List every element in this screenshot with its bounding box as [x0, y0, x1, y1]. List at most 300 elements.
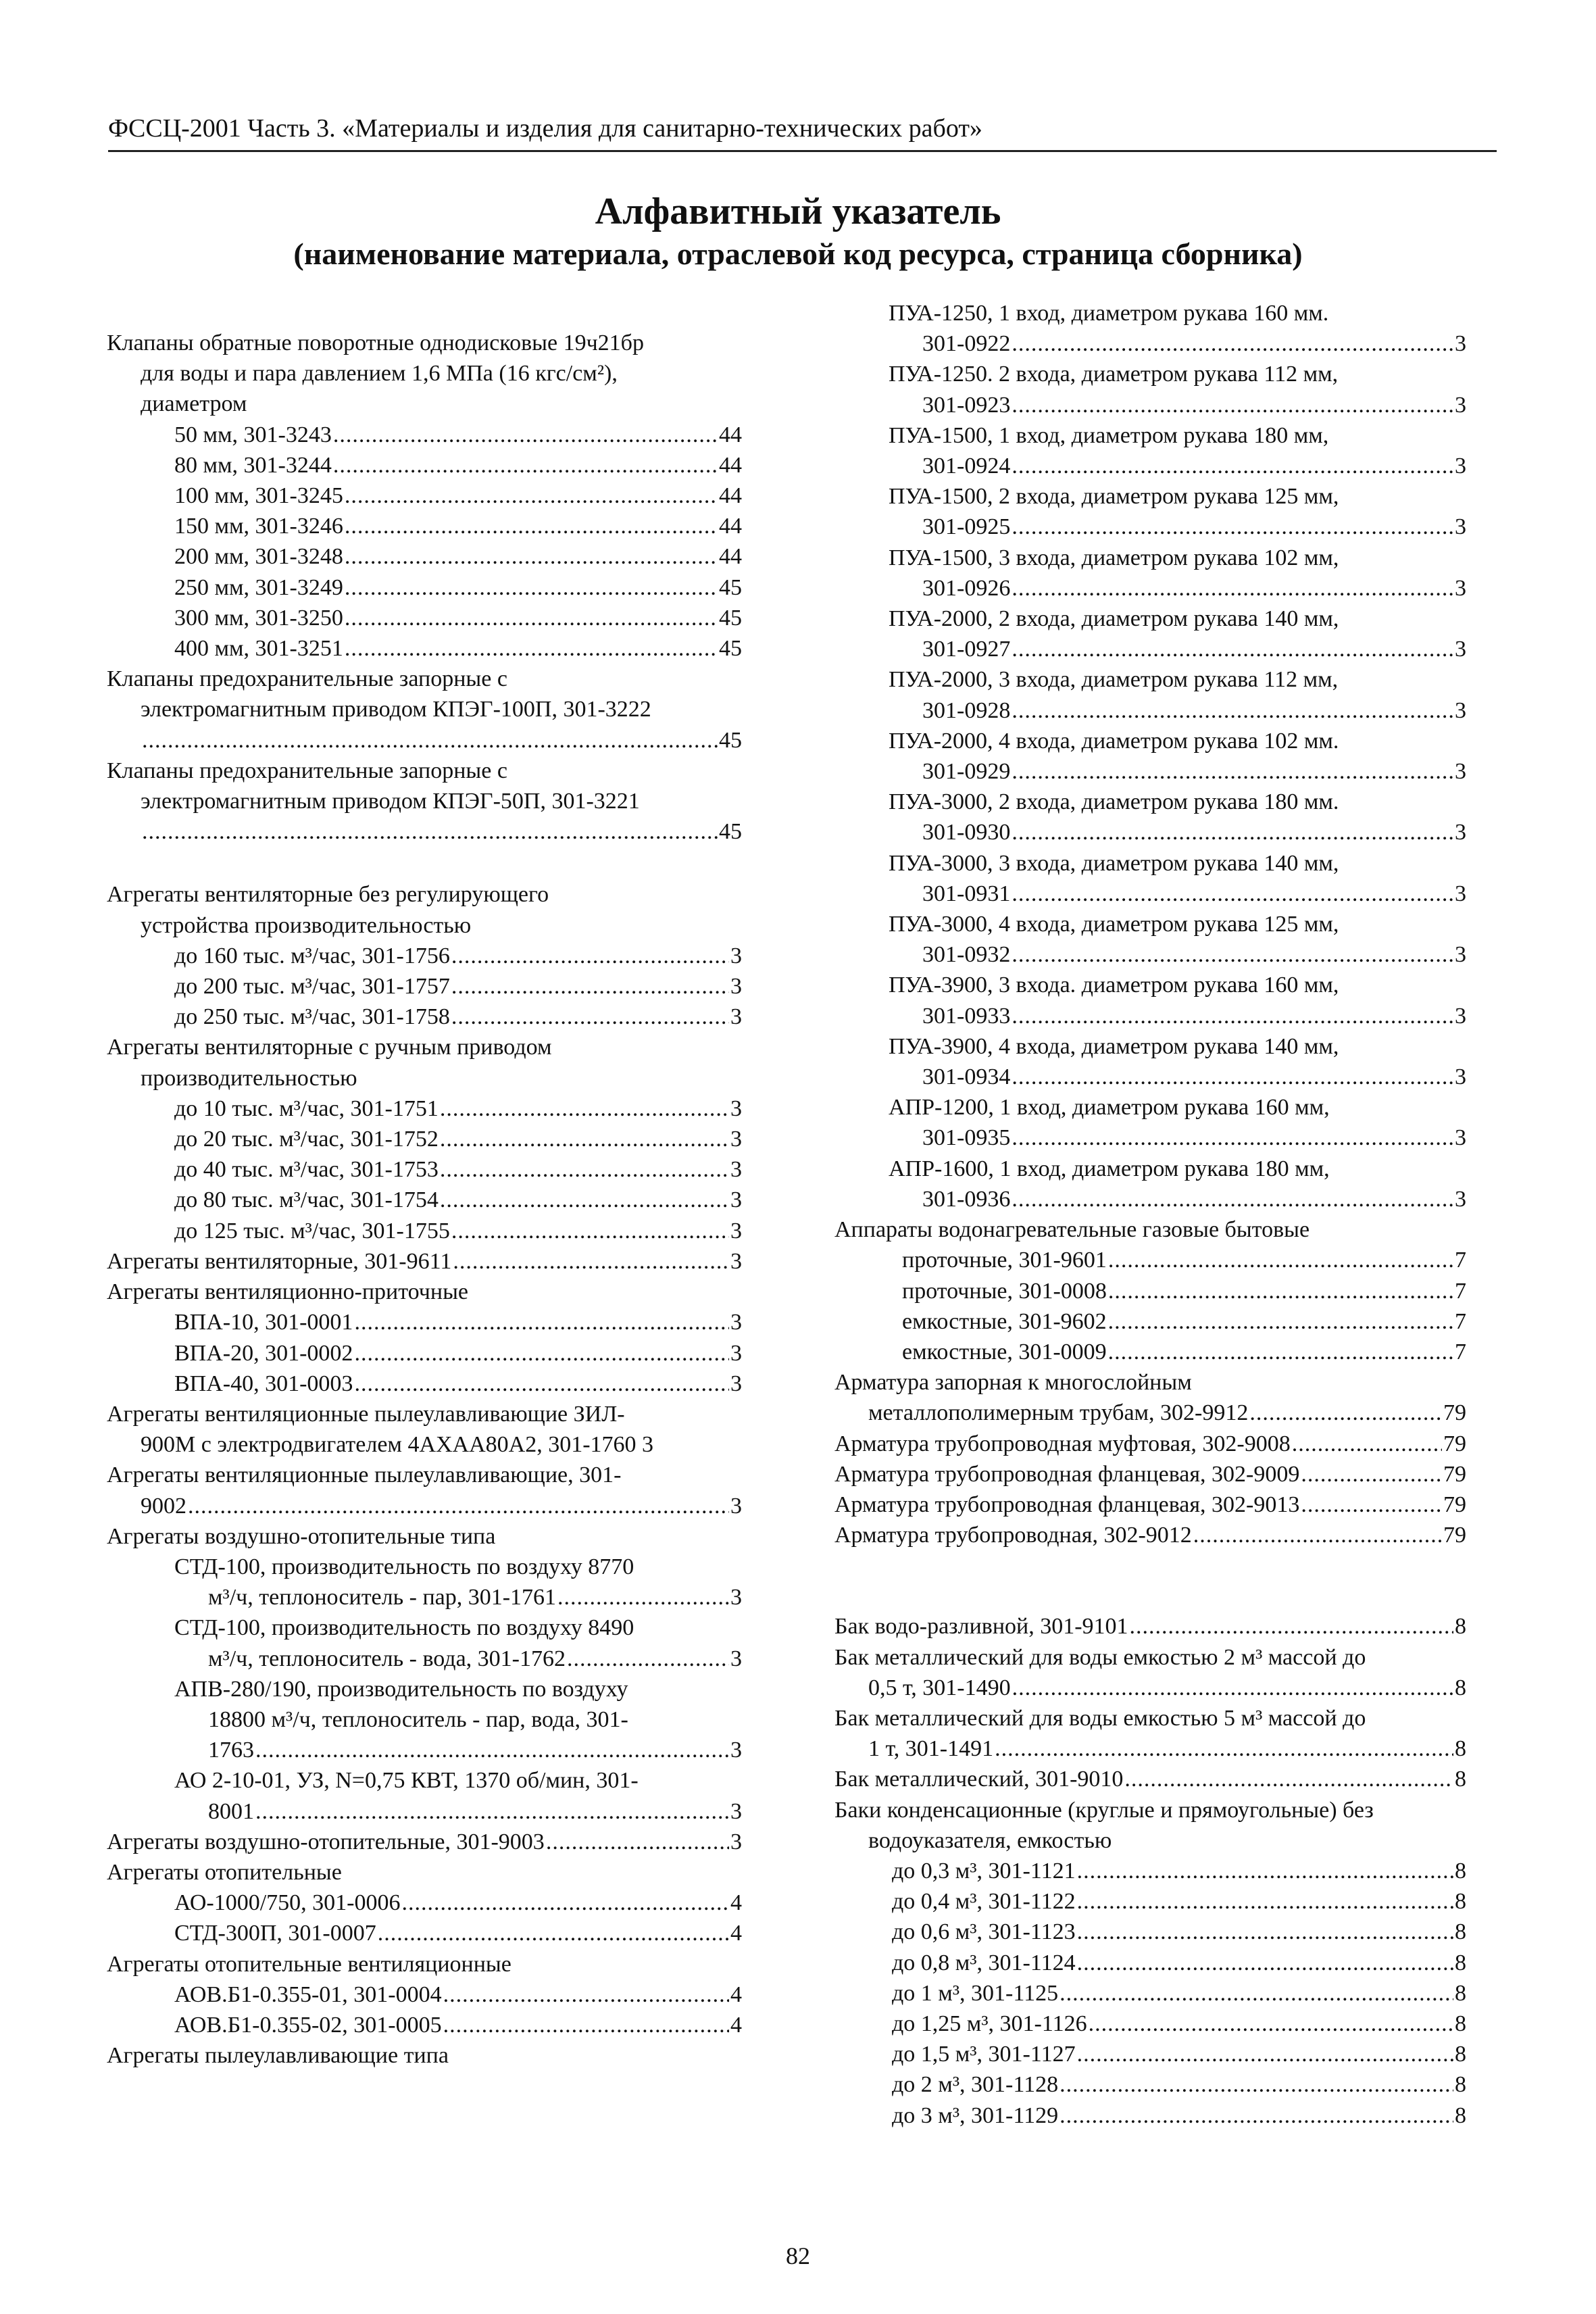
- entry-text: Арматура трубопроводная фланцевая, 302-9009: [834, 1461, 1300, 1487]
- resource-code: 301-0930: [922, 820, 1011, 845]
- page-ref: 45: [719, 727, 742, 753]
- index-subentry: [834, 512, 1466, 542]
- entry-text: Агрегаты воздушно-отопительные, 301-9003: [107, 1829, 545, 1854]
- dot-leader: [1012, 390, 1453, 420]
- dot-leader: [440, 1185, 729, 1215]
- subentry-text: ПУА-1500, 3 входа, диаметром рукава 102 мм,: [889, 545, 1339, 570]
- resource-code: 301-0925: [922, 514, 1011, 540]
- index-subentry: [174, 1154, 742, 1185]
- dot-leader: [1012, 451, 1453, 481]
- dot-leader: [995, 1733, 1453, 1764]
- index-subentry: [174, 450, 742, 481]
- entry-text: металлополимерным трубам, 302-9912: [868, 1400, 1249, 1426]
- index-leader-row: [107, 816, 742, 847]
- dot-leader: [1012, 1123, 1453, 1153]
- page-ref: 3: [1455, 1186, 1466, 1212]
- subentry-text: АОВ.Б1-0.355-02, 301-0005: [174, 2012, 442, 2038]
- entry-heading: Баки конденсационные (круглые и прямоугольные) без: [834, 1797, 1374, 1823]
- entry-text: Арматура трубопроводная фланцевая, 302-9013: [834, 1492, 1300, 1517]
- dot-leader: [1089, 2009, 1453, 2039]
- index-subentry: [174, 1338, 742, 1369]
- page-ref: 8: [1455, 1675, 1466, 1700]
- dot-leader: [345, 572, 718, 603]
- page-ref: 8: [1455, 1736, 1466, 1762]
- dot-leader: [1059, 2069, 1453, 2100]
- page-ref: 8: [1455, 2042, 1466, 2067]
- index-entry-row: [834, 1733, 1466, 1764]
- subentry-text: ПУА-1250. 2 входа, диаметром рукава 112 мм,: [889, 362, 1339, 387]
- subentry-text: ПУА-3000, 3 входа, диаметром рукава 140 мм,: [889, 850, 1339, 876]
- index-entry-row: [834, 1459, 1466, 1490]
- page-ref: 3: [1455, 942, 1466, 968]
- page-ref: 44: [719, 544, 742, 570]
- index-subentry: [834, 939, 1466, 970]
- index-subentry: [174, 1124, 742, 1154]
- resource-code: 301-0934: [922, 1064, 1011, 1090]
- dot-leader: [440, 1093, 729, 1124]
- dot-leader: [354, 1338, 729, 1369]
- subentry-text: до 10 тыс. м³/час, 301-1751: [174, 1096, 439, 1121]
- index-entry-agregaty-zil: [107, 1399, 742, 1460]
- dot-leader: [1012, 879, 1453, 909]
- index-subentry: [174, 941, 742, 971]
- dot-leader: [1012, 817, 1453, 847]
- page-ref: 4: [730, 2012, 742, 2038]
- entry-text: Бак водо-разливной, 301-9101: [834, 1614, 1128, 1640]
- index-leader-row: [107, 725, 742, 756]
- index-entry-agregaty-bez-reg: [107, 879, 742, 1032]
- entry-text: 9002: [141, 1493, 186, 1519]
- page-ref: 8: [1455, 1858, 1466, 1884]
- page-ref: 7: [1455, 1308, 1466, 1334]
- page-ref: 3: [1455, 1064, 1466, 1090]
- running-header: ФССЦ-2001 Часть 3. «Материалы и изделия для санитарно-технических работ»: [108, 114, 982, 143]
- subentry-text: АПВ-280/190, производительность по воздуху: [174, 1676, 628, 1702]
- dot-leader: [451, 1216, 729, 1246]
- dot-leader: [1108, 1245, 1453, 1275]
- index-subentry: [834, 328, 1466, 359]
- dot-leader: [1130, 1611, 1453, 1642]
- index-entry-row: [107, 1827, 742, 1857]
- subentry-text: СТД-300П, 301-0007: [174, 1921, 376, 1946]
- page-ref: 79: [1443, 1523, 1466, 1548]
- entry-heading: Агрегаты вентиляционные пылеулавливающие, 301-: [107, 1462, 622, 1488]
- dot-leader: [1292, 1429, 1442, 1459]
- dot-leader: [142, 725, 718, 756]
- subentry-text: ПУА-1250, 1 вход, диаметром рукава 160 мм.: [889, 301, 1329, 326]
- subentry-text: м³/ч, теплоноситель - вода, 301-1762: [208, 1646, 566, 1671]
- page-ref: 3: [730, 1493, 742, 1519]
- page-ref: 3: [730, 1738, 742, 1763]
- resource-code: 301-0923: [922, 392, 1011, 418]
- subentry-text: до 160 тыс. м³/час, 301-1756: [174, 943, 450, 968]
- dot-leader: [1012, 939, 1453, 970]
- subentry-text: ПУА-3900, 4 входа, диаметром рукава 140 мм,: [889, 1033, 1339, 1059]
- index-entry-row: [834, 1673, 1466, 1703]
- index-subentry: [174, 1582, 742, 1613]
- resource-code: 301-0924: [922, 453, 1011, 479]
- page-ref: 3: [730, 1310, 742, 1335]
- index-entry-agregaty-vozd-tipa: [107, 1521, 742, 1827]
- entry-heading-cont: для воды и пара давлением 1,6 МПа (16 кгс/см²),: [141, 361, 618, 387]
- index-subentry: [174, 633, 742, 664]
- index-subentry: [892, 1978, 1466, 2009]
- index-subentry: [174, 481, 742, 511]
- dot-leader: [345, 541, 718, 572]
- subentry-text: АПР-1200, 1 вход, диаметром рукава 160 мм,: [889, 1095, 1330, 1121]
- page-ref: 45: [719, 819, 742, 845]
- index-subentry: [834, 573, 1466, 604]
- dot-leader: [440, 1154, 729, 1185]
- dot-leader: [443, 1979, 729, 2010]
- dot-leader: [546, 1827, 729, 1857]
- entry-heading: Бак металлический для воды емкостью 2 м³ массой до: [834, 1644, 1366, 1670]
- index-subentry: [834, 1001, 1466, 1031]
- dot-leader: [1059, 2100, 1453, 2131]
- index-subentry: [834, 1062, 1466, 1092]
- resource-code: 301-0922: [922, 331, 1011, 357]
- dot-leader: [333, 450, 718, 481]
- subentry-text: до 2 м³, 301-1128: [892, 2072, 1059, 2098]
- index-subentry: [174, 971, 742, 1002]
- dot-leader: [1012, 695, 1453, 726]
- entry-heading: Агрегаты вентиляторные без регулирующего: [107, 882, 549, 908]
- index-entry-bak-razliv: [834, 1611, 1466, 1642]
- entry-text: Арматура трубопроводная муфтовая, 302-9008: [834, 1431, 1291, 1456]
- index-subentry: [174, 1369, 742, 1399]
- index-subentry: [902, 1337, 1466, 1367]
- page-ref: 3: [730, 1829, 742, 1854]
- index-subentry: [174, 1216, 742, 1246]
- index-subentry: [174, 1307, 742, 1337]
- subentry-text: проточные, 301-9601: [902, 1248, 1107, 1273]
- subentry-text: до 250 тыс. м³/час, 301-1758: [174, 1004, 450, 1030]
- entry-heading: Агрегаты воздушно-отопительные типа: [107, 1523, 496, 1549]
- subentry-text: АО 2-10-01, УЗ, N=0,75 КВТ, 1370 об/мин, 301-: [174, 1768, 639, 1794]
- dot-leader: [1077, 1948, 1453, 1978]
- page-ref: 3: [1455, 575, 1466, 601]
- dot-leader: [1012, 1673, 1453, 1703]
- subentry-text: 300 мм, 301-3250: [174, 605, 343, 631]
- page-ref: 8: [1455, 1889, 1466, 1915]
- page-title: Алфавитный указатель: [595, 191, 1001, 232]
- dot-leader: [1077, 1917, 1453, 1947]
- dot-leader: [1077, 1856, 1453, 1886]
- dot-leader: [1012, 756, 1453, 787]
- subentry-text: 1763: [208, 1738, 254, 1763]
- subentry-text: 150 мм, 301-3246: [174, 514, 343, 539]
- dot-leader: [142, 816, 718, 847]
- dot-leader: [345, 603, 718, 633]
- page-ref: 79: [1443, 1461, 1466, 1487]
- entry-heading: Арматура запорная к многослойным: [834, 1370, 1192, 1396]
- index-entry-bak-5: [834, 1703, 1466, 1764]
- index-subentry: [892, 1917, 1466, 1947]
- dot-leader: [378, 1918, 729, 1948]
- index-entry-agregaty-ruchn: [107, 1032, 742, 1246]
- entry-heading-cont: устройства производительностью: [141, 912, 472, 938]
- page-ref: 3: [1455, 697, 1466, 723]
- dot-leader: [1124, 1764, 1453, 1794]
- subentry-text: до 40 тыс. м³/час, 301-1753: [174, 1157, 439, 1183]
- page-ref: 3: [730, 1340, 742, 1366]
- dot-leader: [345, 633, 718, 664]
- index-entry-agregaty-9002: [107, 1460, 742, 1521]
- dot-leader: [567, 1644, 729, 1674]
- section-gap: [107, 847, 742, 879]
- subentry-text: емкостные, 301-9602: [902, 1308, 1107, 1334]
- page-ref: 4: [730, 1890, 742, 1916]
- subentry-text: до 0,6 м³, 301-1123: [892, 1919, 1076, 1945]
- subentry-text: ПУА-3000, 4 входа, диаметром рукава 125 мм,: [889, 912, 1339, 937]
- index-entry-agregaty-vent: [107, 1246, 742, 1277]
- subentry-text: ПУА-2000, 2 входа, диаметром рукава 140 мм,: [889, 606, 1339, 632]
- page-ref: 4: [730, 1981, 742, 2007]
- dot-leader: [1012, 1062, 1453, 1092]
- index-subentry: [834, 390, 1466, 420]
- entry-heading-cont: электромагнитным приводом КПЭГ-100П, 301-3222: [141, 697, 651, 722]
- page-ref: 3: [730, 1187, 742, 1213]
- index-subentry: [902, 1276, 1466, 1306]
- page-ref: 3: [730, 943, 742, 968]
- index-subentry: [174, 541, 742, 572]
- page-ref: 3: [1455, 453, 1466, 479]
- subentry-text: до 1 м³, 301-1125: [892, 1980, 1059, 2006]
- index-entry-agregaty-pyl-tipa: [107, 2040, 742, 2071]
- dot-leader: [451, 1002, 729, 1032]
- page-ref: 8: [1455, 2072, 1466, 2098]
- page-ref: 7: [1455, 1278, 1466, 1304]
- dot-leader: [345, 481, 718, 511]
- subentry-text: ВПА-10, 301-0001: [174, 1310, 353, 1335]
- subentry-text: 200 мм, 301-3248: [174, 544, 343, 570]
- subentry-text: ПУА-1500, 2 входа, диаметром рукава 125 мм,: [889, 484, 1339, 510]
- subentry-text: ВПА-20, 301-0002: [174, 1340, 353, 1366]
- page-ref: 3: [730, 1127, 742, 1152]
- page-ref: 3: [1455, 759, 1466, 785]
- index-subentry: [834, 756, 1466, 787]
- index-entry-agregaty-otop-vent: [107, 1949, 742, 2041]
- index-entry-armatura: [834, 1429, 1466, 1551]
- index-entry-armatura-zapor: [834, 1367, 1466, 1428]
- page-ref: 44: [719, 483, 742, 509]
- entry-heading: Клапаны обратные поворотные однодисковые 19ч21бр: [107, 330, 644, 355]
- resource-code: 301-0929: [922, 759, 1011, 785]
- subentry-text: 100 мм, 301-3245: [174, 483, 343, 509]
- page-ref: 3: [1455, 392, 1466, 418]
- subentry-text: ПУА-3000, 2 входа, диаметром рукава 180 мм.: [889, 789, 1339, 815]
- resource-code: 301-0926: [922, 575, 1011, 601]
- page-ref: 3: [730, 1248, 742, 1274]
- index-subentry: [174, 420, 742, 450]
- subentry-text: ПУА-1500, 1 вход, диаметром рукава 180 мм,: [889, 422, 1329, 448]
- subentry-text: СТД-100, производительность по воздуху 8490: [174, 1615, 634, 1641]
- page-ref: 3: [1455, 514, 1466, 540]
- subentry-text: 18800 м³/ч, теплоноситель - пар, вода, 301-: [208, 1706, 628, 1732]
- dot-leader: [188, 1491, 729, 1521]
- subentry-text: проточные, 301-0008: [902, 1278, 1107, 1304]
- index-entry-apparaty: [834, 1214, 1466, 1367]
- page-ref: 8: [1455, 1614, 1466, 1640]
- dot-leader: [1059, 1978, 1453, 2009]
- index-entry-klapany-kpeg-50: [107, 756, 742, 847]
- index-subentry: [892, 2039, 1466, 2069]
- subentry-text: до 0,3 м³, 301-1121: [892, 1858, 1076, 1884]
- resource-code: 301-0928: [922, 697, 1011, 723]
- index-subentry: [834, 1123, 1466, 1153]
- subentry-text: 400 мм, 301-3251: [174, 636, 343, 662]
- subentry-text: 50 мм, 301-3243: [174, 422, 332, 447]
- entry-heading-cont: электромагнитным приводом КПЭГ-50П, 301-3221: [141, 789, 640, 814]
- dot-leader: [1012, 1001, 1453, 1031]
- entry-text: 1 т, 301-1491: [868, 1736, 994, 1762]
- entry-heading: Бак металлический для воды емкостью 5 м³ массой до: [834, 1705, 1366, 1731]
- page-ref: 3: [1455, 881, 1466, 906]
- resource-code: 301-0931: [922, 881, 1011, 906]
- index-entry-pua-list: [834, 298, 1466, 1214]
- dot-leader: [1077, 1886, 1453, 1917]
- subentry-text: АПР-1600, 1 вход, диаметром рукава 180 мм,: [889, 1156, 1330, 1181]
- page-ref: 79: [1443, 1492, 1466, 1517]
- page-ref: 44: [719, 422, 742, 447]
- index-entry-row: [834, 1764, 1466, 1794]
- page-ref: 45: [719, 574, 742, 600]
- subentry-text: СТД-100, производительность по воздуху 8770: [174, 1554, 634, 1579]
- page-ref: 8: [1455, 1919, 1466, 1945]
- page-ref: 8: [1455, 1980, 1466, 2006]
- subentry-text: до 80 тыс. м³/час, 301-1754: [174, 1187, 439, 1213]
- index-column-left: [107, 328, 742, 2071]
- index-entry-bak-met: [834, 1764, 1466, 1794]
- dot-leader: [1249, 1398, 1442, 1428]
- entry-heading: Агрегаты вентиляционно-приточные: [107, 1279, 469, 1305]
- subentry-text: 8001: [208, 1798, 254, 1824]
- page-ref: 7: [1455, 1248, 1466, 1273]
- dot-leader: [1301, 1490, 1442, 1520]
- page-ref: 3: [730, 1096, 742, 1121]
- subentry-text: до 20 тыс. м³/час, 301-1752: [174, 1127, 439, 1152]
- page-ref: 3: [1455, 820, 1466, 845]
- page-ref: 3: [730, 1798, 742, 1824]
- entry-heading: Аппараты водонагревательные газовые бытовые: [834, 1217, 1310, 1243]
- entry-text: Арматура трубопроводная, 302-9012: [834, 1523, 1192, 1548]
- subentry-text: до 1,5 м³, 301-1127: [892, 2042, 1076, 2067]
- index-subentry: [892, 1948, 1466, 1978]
- page-ref: 3: [1455, 331, 1466, 357]
- resource-code: 301-0933: [922, 1003, 1011, 1029]
- page-ref: 3: [730, 1218, 742, 1244]
- index-subentry: [174, 603, 742, 633]
- subentry-text: 80 мм, 301-3244: [174, 452, 332, 478]
- dot-leader: [1012, 573, 1453, 604]
- subentry-text: ПУА-2000, 4 входа, диаметром рукава 102 мм.: [889, 728, 1339, 754]
- page-ref: 8: [1455, 1950, 1466, 1975]
- page-ref: 3: [730, 1585, 742, 1610]
- page-ref: 45: [719, 636, 742, 662]
- index-subentry: [174, 1644, 742, 1674]
- subentry-text: ПУА-2000, 3 входа, диаметром рукава 112 мм,: [889, 667, 1339, 693]
- entry-heading-cont: производительностью: [141, 1065, 357, 1091]
- index-subentry: [174, 1918, 742, 1948]
- subentry-text: до 125 тыс. м³/час, 301-1755: [174, 1218, 450, 1244]
- index-subentry: [902, 1245, 1466, 1275]
- subentry-text: ВПА-40, 301-0003: [174, 1371, 353, 1396]
- subentry-text: АО-1000/750, 301-0006: [174, 1890, 401, 1916]
- page-ref: 4: [730, 1921, 742, 1946]
- subentry-text: емкостные, 301-0009: [902, 1339, 1107, 1364]
- page-ref: 79: [1443, 1431, 1466, 1456]
- index-subentry: [834, 695, 1466, 726]
- index-entry-row: [834, 1398, 1466, 1428]
- index-subentry: [834, 451, 1466, 481]
- page-ref: 44: [719, 452, 742, 478]
- dot-leader: [255, 1735, 729, 1765]
- subentry-text: до 1,25 м³, 301-1126: [892, 2011, 1087, 2036]
- index-subentry: [834, 634, 1466, 664]
- entry-heading: Агрегаты вентиляторные с ручным приводом: [107, 1035, 552, 1060]
- index-subentry: [892, 1856, 1466, 1886]
- dot-leader: [1012, 328, 1453, 359]
- index-subentry: [174, 1185, 742, 1215]
- index-entry-bak-2: [834, 1642, 1466, 1703]
- index-subentry: [174, 1735, 742, 1765]
- index-subentry: [174, 572, 742, 603]
- dot-leader: [1108, 1337, 1453, 1367]
- dot-leader: [1077, 2039, 1453, 2069]
- index-subentry: [174, 511, 742, 541]
- index-subentry: [892, 1886, 1466, 1917]
- entry-heading: Клапаны предохранительные запорные с: [107, 666, 507, 692]
- entry-heading: Агрегаты отопительные: [107, 1859, 342, 1885]
- index-subentry: [902, 1306, 1466, 1337]
- index-subentry: [174, 1888, 742, 1918]
- entry-heading-cont: водоуказателя, емкостью: [868, 1827, 1112, 1853]
- subentry-text: ПУА-3900, 3 входа. диаметром рукава 160 мм,: [889, 973, 1339, 998]
- subentry-text: 250 мм, 301-3249: [174, 574, 343, 600]
- index-subentry: [892, 2100, 1466, 2131]
- dot-leader: [255, 1796, 729, 1827]
- page-ref: 3: [730, 1157, 742, 1183]
- dot-leader: [1193, 1520, 1442, 1550]
- page-ref: 7: [1455, 1339, 1466, 1364]
- index-entry-agregaty-pritoch: [107, 1277, 742, 1399]
- dot-leader: [1108, 1276, 1453, 1306]
- dot-leader: [451, 941, 729, 971]
- index-entry-klapany-kpeg-100: [107, 664, 742, 756]
- subentry-text: до 3 м³, 301-1129: [892, 2102, 1059, 2128]
- page-ref: 3: [1455, 1003, 1466, 1029]
- page-ref: 3: [1455, 637, 1466, 662]
- index-entry-row: [834, 1490, 1466, 1520]
- index-entry-baki-kond: [834, 1795, 1466, 2131]
- page-ref: 3: [1455, 1125, 1466, 1151]
- dot-leader: [402, 1888, 729, 1918]
- dot-leader: [1012, 1184, 1453, 1214]
- subentry-text: до 0,8 м³, 301-1124: [892, 1950, 1076, 1975]
- entry-text: Бак металлический, 301-9010: [834, 1767, 1124, 1792]
- index-subentry: [174, 1093, 742, 1124]
- page-number: 82: [786, 2242, 810, 2269]
- entry-heading: Клапаны предохранительные запорные с: [107, 758, 507, 783]
- index-subentry: [892, 2009, 1466, 2039]
- entry-heading-cont: 900М с электродвигателем 4АХАА80А2, 301-1760 3: [141, 1432, 654, 1458]
- dot-leader: [440, 1124, 729, 1154]
- page-ref: 8: [1455, 1767, 1466, 1792]
- subentry-text: АОВ.Б1-0.355-01, 301-0004: [174, 1981, 442, 2007]
- page-ref: 3: [730, 1004, 742, 1030]
- dot-leader: [453, 1246, 729, 1277]
- index-entry-agregaty-otop: [107, 1857, 742, 1949]
